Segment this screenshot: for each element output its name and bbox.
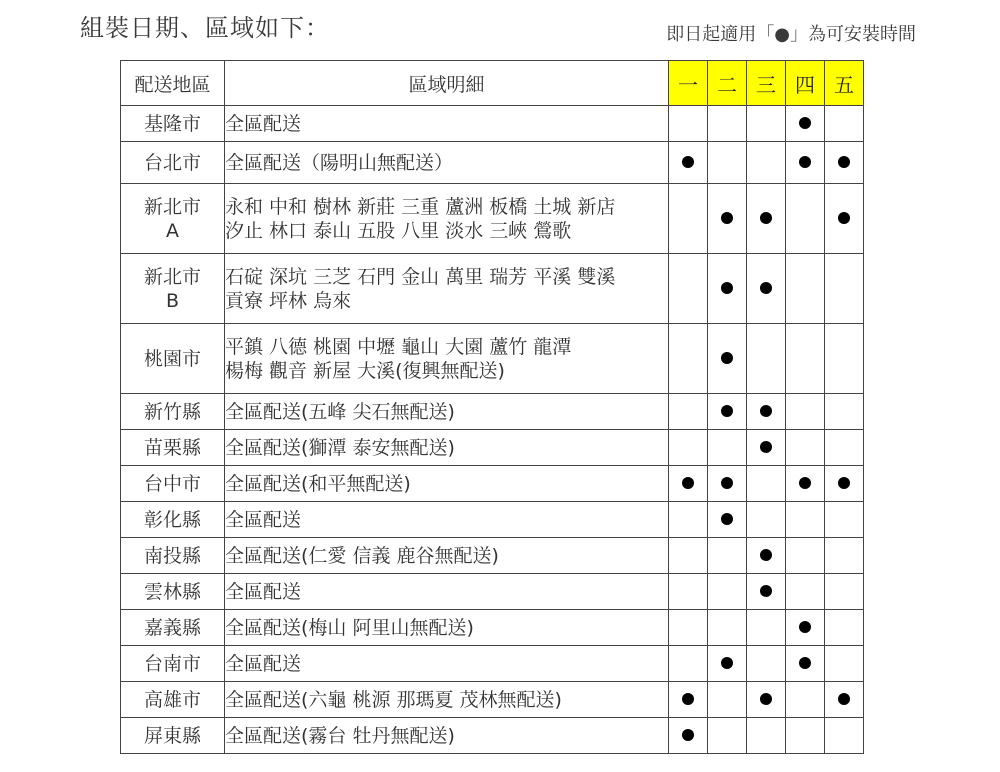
day-cell-thu bbox=[786, 502, 825, 538]
region-name: 高雄市 bbox=[143, 688, 201, 711]
region-cell bbox=[121, 538, 225, 574]
day-cell-fri bbox=[825, 538, 864, 574]
day-cell-tue bbox=[708, 430, 747, 466]
region-name: 嘉義縣 bbox=[143, 616, 201, 639]
day-cell-fri bbox=[825, 502, 864, 538]
day-cell-thu bbox=[786, 682, 825, 718]
day-cell-mon bbox=[669, 466, 708, 502]
detail-cell bbox=[225, 184, 669, 254]
available-dot-icon bbox=[799, 621, 811, 633]
day-cell-thu bbox=[786, 254, 825, 324]
day-cell-mon bbox=[669, 538, 708, 574]
region-name: 新竹縣 bbox=[143, 400, 201, 423]
day-cell-tue bbox=[708, 682, 747, 718]
day-cell-fri bbox=[825, 394, 864, 430]
table-row bbox=[121, 610, 864, 646]
day-cell-mon bbox=[669, 718, 708, 754]
region-name: 新北市 bbox=[143, 265, 201, 288]
day-cell-fri bbox=[825, 324, 864, 394]
page-title: 組裝日期、區域如下： bbox=[80, 14, 330, 42]
detail-cell bbox=[225, 142, 669, 184]
day-cell-fri bbox=[825, 254, 864, 324]
detail-text: 全區配送(仁愛 信義 鹿谷無配送) bbox=[225, 544, 499, 567]
day-cell-tue bbox=[708, 610, 747, 646]
available-dot-icon bbox=[721, 282, 733, 294]
day-cell-wed bbox=[747, 502, 786, 538]
region-name: 屏東縣 bbox=[143, 724, 201, 747]
table-row bbox=[121, 394, 864, 430]
day-cell-wed bbox=[747, 718, 786, 754]
day-cell-fri bbox=[825, 430, 864, 466]
header-day-thu: 四 bbox=[786, 61, 825, 106]
detail-text: 石碇 深坑 三芝 石門 金山 萬里 瑞芳 平溪 雙溪 bbox=[225, 265, 616, 288]
day-cell-fri bbox=[825, 142, 864, 184]
region-cell bbox=[121, 184, 225, 254]
table-body bbox=[121, 106, 864, 754]
day-cell-wed bbox=[747, 324, 786, 394]
available-dot-icon bbox=[838, 693, 850, 705]
day-cell-thu bbox=[786, 106, 825, 142]
day-cell-thu bbox=[786, 430, 825, 466]
detail-text: 貢寮 坪林 烏來 bbox=[225, 289, 352, 312]
detail-text: 全區配送(獅潭 泰安無配送) bbox=[225, 436, 455, 459]
detail-text: 汐止 林口 泰山 五股 八里 淡水 三峽 鶯歌 bbox=[225, 219, 572, 242]
table-row bbox=[121, 646, 864, 682]
detail-cell bbox=[225, 682, 669, 718]
available-dot-icon bbox=[721, 657, 733, 669]
detail-text: 全區配送(霧台 牡丹無配送) bbox=[225, 724, 455, 747]
region-name: 雲林縣 bbox=[143, 580, 201, 603]
detail-cell bbox=[225, 610, 669, 646]
table-row bbox=[121, 466, 864, 502]
header-day-mon: 一 bbox=[669, 61, 708, 106]
available-dot-icon bbox=[760, 405, 772, 417]
day-cell-mon bbox=[669, 184, 708, 254]
day-cell-wed bbox=[747, 538, 786, 574]
region-name: A bbox=[166, 219, 179, 242]
detail-cell bbox=[225, 106, 669, 142]
available-dot-icon bbox=[760, 282, 772, 294]
region-cell bbox=[121, 502, 225, 538]
detail-text: 全區配送(六龜 桃源 那瑪夏 茂林無配送) bbox=[225, 688, 562, 711]
day-cell-fri bbox=[825, 184, 864, 254]
available-dot-icon bbox=[682, 693, 694, 705]
region-name: 南投縣 bbox=[143, 544, 201, 567]
available-dot-icon bbox=[799, 117, 811, 129]
detail-text: 全區配送(梅山 阿里山無配送) bbox=[225, 616, 474, 639]
region-name: 苗栗縣 bbox=[143, 436, 201, 459]
day-cell-thu bbox=[786, 574, 825, 610]
detail-cell bbox=[225, 394, 669, 430]
delivery-schedule-table bbox=[120, 60, 864, 754]
region-name: B bbox=[165, 289, 180, 312]
detail-cell bbox=[225, 324, 669, 394]
day-cell-mon bbox=[669, 254, 708, 324]
available-dot-icon bbox=[682, 729, 694, 741]
detail-text: 永和 中和 樹林 新莊 三重 蘆洲 板橋 土城 新店 bbox=[225, 195, 616, 218]
available-dot-icon bbox=[799, 477, 811, 489]
region-cell bbox=[121, 324, 225, 394]
day-cell-fri bbox=[825, 718, 864, 754]
day-cell-mon bbox=[669, 646, 708, 682]
region-name: 台中市 bbox=[143, 472, 201, 495]
day-cell-tue bbox=[708, 324, 747, 394]
day-cell-tue bbox=[708, 574, 747, 610]
available-dot-icon bbox=[721, 352, 733, 364]
available-dot-icon bbox=[682, 156, 694, 168]
region-cell bbox=[121, 142, 225, 184]
day-cell-wed bbox=[747, 430, 786, 466]
detail-cell bbox=[225, 466, 669, 502]
day-cell-wed bbox=[747, 610, 786, 646]
region-cell bbox=[121, 682, 225, 718]
table-row bbox=[121, 574, 864, 610]
available-dot-icon bbox=[682, 477, 694, 489]
region-cell bbox=[121, 106, 225, 142]
day-cell-thu bbox=[786, 466, 825, 502]
day-cell-mon bbox=[669, 682, 708, 718]
available-dot-icon bbox=[838, 212, 850, 224]
day-cell-tue bbox=[708, 254, 747, 324]
table-row bbox=[121, 502, 864, 538]
table-row bbox=[121, 142, 864, 184]
day-cell-mon bbox=[669, 502, 708, 538]
detail-cell bbox=[225, 430, 669, 466]
day-cell-wed bbox=[747, 466, 786, 502]
detail-text: 全區配送 bbox=[225, 508, 302, 531]
day-cell-fri bbox=[825, 682, 864, 718]
region-cell bbox=[121, 574, 225, 610]
region-name: 新北市 bbox=[143, 195, 201, 218]
day-cell-tue bbox=[708, 502, 747, 538]
day-cell-mon bbox=[669, 142, 708, 184]
detail-cell bbox=[225, 574, 669, 610]
detail-cell bbox=[225, 646, 669, 682]
region-cell bbox=[121, 430, 225, 466]
header-day-fri: 五 bbox=[825, 61, 864, 106]
detail-cell bbox=[225, 254, 669, 324]
detail-text: 全區配送 bbox=[225, 580, 302, 603]
day-cell-thu bbox=[786, 538, 825, 574]
day-cell-tue bbox=[708, 184, 747, 254]
detail-text: 全區配送(和平無配送) bbox=[225, 472, 411, 495]
day-cell-wed bbox=[747, 646, 786, 682]
day-cell-wed bbox=[747, 106, 786, 142]
day-cell-thu bbox=[786, 142, 825, 184]
region-name: 台南市 bbox=[143, 652, 201, 675]
detail-text: 全區配送(五峰 尖石無配送) bbox=[225, 400, 455, 423]
day-cell-thu bbox=[786, 324, 825, 394]
legend-note: 即日起適用「●」為可安裝時間 bbox=[666, 24, 916, 45]
day-cell-tue bbox=[708, 538, 747, 574]
day-cell-mon bbox=[669, 430, 708, 466]
region-name: 彰化縣 bbox=[143, 508, 201, 531]
region-name: 基隆市 bbox=[143, 112, 201, 135]
day-cell-tue bbox=[708, 106, 747, 142]
day-cell-thu bbox=[786, 646, 825, 682]
header-day-wed: 三 bbox=[747, 61, 786, 106]
available-dot-icon bbox=[721, 477, 733, 489]
day-cell-fri bbox=[825, 646, 864, 682]
available-dot-icon bbox=[760, 693, 772, 705]
day-cell-wed bbox=[747, 254, 786, 324]
day-cell-mon bbox=[669, 574, 708, 610]
day-cell-tue bbox=[708, 646, 747, 682]
table-row bbox=[121, 254, 864, 324]
region-cell bbox=[121, 610, 225, 646]
day-cell-fri bbox=[825, 466, 864, 502]
table-row bbox=[121, 106, 864, 142]
table-row bbox=[121, 682, 864, 718]
day-cell-fri bbox=[825, 574, 864, 610]
available-dot-icon bbox=[721, 513, 733, 525]
table-row bbox=[121, 430, 864, 466]
region-cell bbox=[121, 646, 225, 682]
detail-text: 平鎮 八德 桃園 中壢 龜山 大園 蘆竹 龍潭 bbox=[225, 335, 572, 358]
day-cell-tue bbox=[708, 394, 747, 430]
day-cell-tue bbox=[708, 466, 747, 502]
detail-cell bbox=[225, 718, 669, 754]
table-row bbox=[121, 538, 864, 574]
table-header-row bbox=[121, 61, 864, 106]
region-cell bbox=[121, 394, 225, 430]
available-dot-icon bbox=[799, 657, 811, 669]
detail-text: 全區配送 bbox=[225, 652, 302, 675]
day-cell-wed bbox=[747, 682, 786, 718]
day-cell-wed bbox=[747, 184, 786, 254]
day-cell-fri bbox=[825, 610, 864, 646]
day-cell-tue bbox=[708, 142, 747, 184]
day-cell-tue bbox=[708, 718, 747, 754]
detail-text: 全區配送（陽明山無配送） bbox=[225, 151, 454, 174]
available-dot-icon bbox=[838, 477, 850, 489]
region-cell bbox=[121, 466, 225, 502]
available-dot-icon bbox=[760, 212, 772, 224]
available-dot-icon bbox=[721, 405, 733, 417]
day-cell-fri bbox=[825, 106, 864, 142]
day-cell-thu bbox=[786, 394, 825, 430]
detail-text: 全區配送 bbox=[225, 112, 302, 135]
day-cell-mon bbox=[669, 106, 708, 142]
region-name: 台北市 bbox=[143, 151, 201, 174]
day-cell-thu bbox=[786, 184, 825, 254]
available-dot-icon bbox=[721, 212, 733, 224]
day-cell-wed bbox=[747, 142, 786, 184]
available-dot-icon bbox=[799, 156, 811, 168]
region-cell bbox=[121, 254, 225, 324]
region-cell bbox=[121, 718, 225, 754]
available-dot-icon bbox=[838, 156, 850, 168]
header-region: 配送地區 bbox=[121, 61, 225, 106]
day-cell-mon bbox=[669, 394, 708, 430]
table-row bbox=[121, 718, 864, 754]
day-cell-thu bbox=[786, 718, 825, 754]
day-cell-mon bbox=[669, 324, 708, 394]
day-cell-wed bbox=[747, 394, 786, 430]
day-cell-mon bbox=[669, 610, 708, 646]
table-row bbox=[121, 184, 864, 254]
detail-cell bbox=[225, 502, 669, 538]
table-row bbox=[121, 324, 864, 394]
header-detail: 區域明細 bbox=[225, 61, 669, 106]
available-dot-icon bbox=[760, 441, 772, 453]
day-cell-wed bbox=[747, 574, 786, 610]
region-name: 桃園市 bbox=[143, 347, 201, 370]
header-day-tue: 二 bbox=[708, 61, 747, 106]
day-cell-thu bbox=[786, 610, 825, 646]
available-dot-icon bbox=[760, 585, 772, 597]
detail-text: 楊梅 觀音 新屋 大溪(復興無配送) bbox=[225, 359, 505, 382]
available-dot-icon bbox=[760, 549, 772, 561]
detail-cell bbox=[225, 538, 669, 574]
